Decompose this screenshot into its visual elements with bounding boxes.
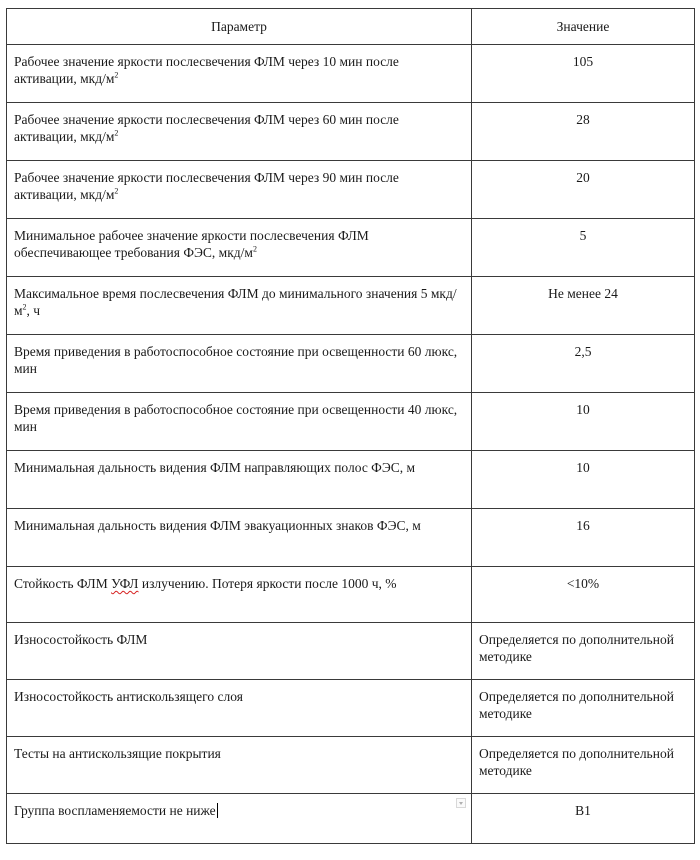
param-cell[interactable] [7, 219, 472, 277]
unit-superscript: 2 [252, 244, 257, 254]
table-row [7, 335, 695, 393]
value-cell[interactable]: 10 [472, 451, 695, 509]
value-cell[interactable]: 20 [472, 161, 695, 219]
table-row [7, 737, 695, 794]
table-row [7, 623, 695, 680]
table-row [7, 794, 695, 844]
table-header-row [7, 9, 695, 45]
value-cell[interactable]: 10 [472, 393, 695, 451]
param-cell[interactable]: Износостойкость антискользящего слоя [7, 680, 472, 737]
param-cell[interactable]: Износостойкость ФЛМ [7, 623, 472, 680]
table-row [7, 451, 695, 509]
table-row [7, 161, 695, 219]
param-cell[interactable] [7, 567, 472, 623]
header-param: Параметр [7, 9, 472, 45]
param-cell[interactable] [7, 277, 472, 335]
unit-superscript: 2 [114, 70, 119, 80]
dropdown-marker-icon[interactable] [456, 798, 466, 808]
table-row [7, 567, 695, 623]
value-cell[interactable]: 28 [472, 103, 695, 161]
table-row [7, 680, 695, 737]
header-value: Значение [472, 9, 695, 45]
param-cell[interactable]: Минимальная дальность видения ФЛМ эвакуационных знаков ФЭС, м [7, 509, 472, 567]
value-cell[interactable]: Определяется по дополнительной методике [472, 623, 695, 680]
value-cell[interactable]: Определяется по дополнительной методике [472, 680, 695, 737]
text-cursor [217, 803, 218, 818]
param-cell[interactable]: Минимальная дальность видения ФЛМ направляющих полос ФЭС, м [7, 451, 472, 509]
param-text: Группа воспламеняемости не ниже [14, 803, 216, 818]
param-text: Рабочее значение яркости послесвечения ФЛМ через 10 мин после активации, мкд/м [14, 54, 399, 86]
value-cell[interactable]: <10% [472, 567, 695, 623]
param-cell[interactable] [7, 161, 472, 219]
table-row [7, 509, 695, 567]
value-cell[interactable]: Не менее 24 [472, 277, 695, 335]
param-text-suffix: , ч [26, 303, 41, 318]
param-cell[interactable]: Время приведения в работоспособное состояние при освещенности 40 люкс, мин [7, 393, 472, 451]
param-text: Рабочее значение яркости послесвечения ФЛМ через 90 мин после активации, мкд/м [14, 170, 399, 202]
document-page [6, 8, 695, 844]
table-row [7, 103, 695, 161]
value-cell[interactable]: Определяется по дополнительной методике [472, 737, 695, 794]
param-text: Минимальное рабочее значение яркости послесвечения ФЛМ обеспечивающее требования ФЭС, мкд/м [14, 228, 369, 260]
unit-superscript: 2 [114, 128, 119, 138]
value-cell[interactable]: В1 [472, 794, 695, 844]
param-cell[interactable] [7, 45, 472, 103]
param-text: Максимальное время послесвечения ФЛМ до минимального значения 5 мкд/м [14, 286, 457, 318]
table-row [7, 45, 695, 103]
value-cell[interactable]: 16 [472, 509, 695, 567]
table-row [7, 393, 695, 451]
param-text: Рабочее значение яркости послесвечения ФЛМ через 60 мин после активации, мкд/м [14, 112, 399, 144]
table-row [7, 277, 695, 335]
value-cell[interactable]: 105 [472, 45, 695, 103]
parameters-table [6, 8, 695, 844]
unit-superscript: 2 [22, 302, 27, 312]
param-text-suffix: излучению. Потеря яркости после 1000 ч, % [138, 576, 397, 591]
param-cell[interactable]: Время приведения в работоспособное состояние при освещенности 60 люкс, мин [7, 335, 472, 393]
value-cell[interactable]: 5 [472, 219, 695, 277]
param-cell[interactable]: Тесты на антискользящие покрытия [7, 737, 472, 794]
spellcheck-flagged-word[interactable]: УФЛ [111, 576, 139, 591]
param-cell[interactable] [7, 103, 472, 161]
param-cell[interactable] [7, 794, 472, 844]
param-text: Стойкость ФЛМ [14, 576, 112, 591]
table-row [7, 219, 695, 277]
unit-superscript: 2 [114, 186, 119, 196]
value-cell[interactable]: 2,5 [472, 335, 695, 393]
